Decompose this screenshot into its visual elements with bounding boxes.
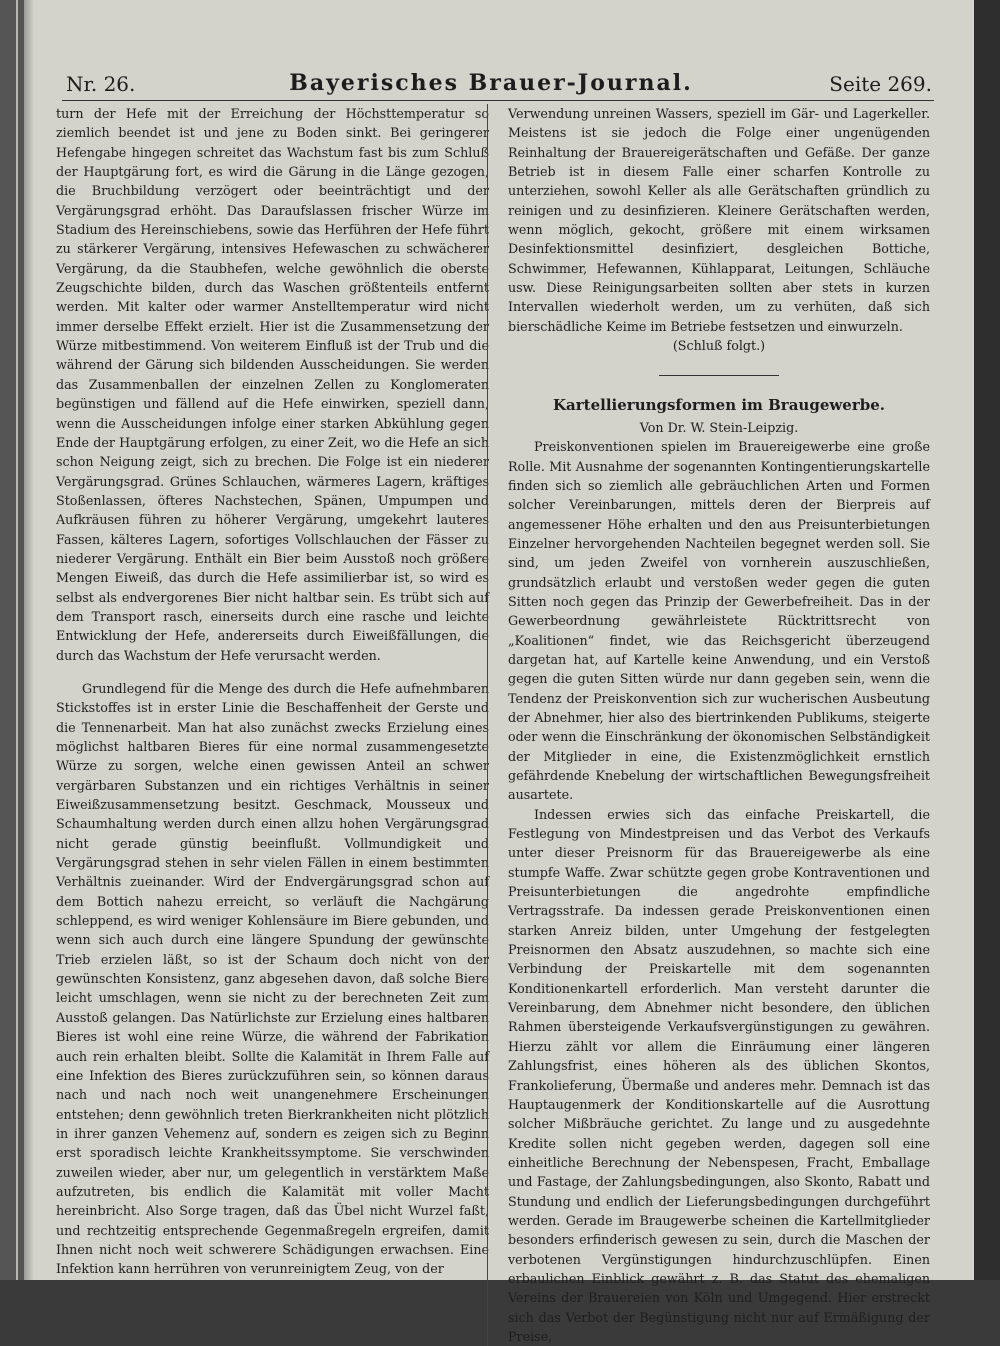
left-paragraph-1: turn der Hefe mit der Erreichung der Höchsttemperatur so ziemlich beendet ist und jene zu Boden sinkt. Bei geringerer Hefengabe hingegen schreitet das Wachstum fast bis zum Schluß der Hauptgärung fort, es wird die Gärung in die Länge gezogen, die Bruchbildung verzögert oder beeinträchtigt und der Vergärungsgrad erhöht. Das Daraufslassen frischer Würze im Stadium des Hereinschiebens, sowie das Herführen der Hefe führt zu stärkerer Vergärung, intensives Hefewaschen zu schwächerer Vergärung, da die Staubhefen, welche gewöhnlich die oberste Zeugschichte bilden, durch das Waschen größtenteils entfernt werden. Mit kalter oder warmer Anstelltemperatur wird nicht immer derselbe Effekt erzielt. Hier ist die Zusammensetzung der Würze mitbestimmend. Von weiterem Einfluß ist der Trub und die während der Gärung sich bildenden Ausscheidungen. Sie werden das Zusammenballen der einzelnen Zellen zu Konglomeraten begünstigen und fällend auf die Hefe einwirken, speziell dann, wenn die Ausscheidungen infolge einer starken Abkühlung gegen Ende der Hauptgärung erfolgen, zu einer Zeit, wo die Hefe an sich schon Neigung zeigt, sich zu brechen. Die Folge ist ein niederer Vergärungsgrad. Grünes Schlauchen, wärmeres Lagern, kräftiges Stoßenlassen, öfteres Nachstechen, Spänen, Umpumpen und Aufkräusen führen zu höherer Vergärung, umgekehrt lauteres Fassen, kälteres Lagern, sofortiges Vollschlauchen der Fässer zu niederer Vergärung. Enthält ein Bier beim Ausstoß noch größere Mengen Eiweiß, das durch die Hefe assimilierbar ist, so wird es selbst als endvergorenes Bier nicht haltbar sein. Es trübt sich auf dem Transport rasch, einerseits durch eine rasche und leichte Entwicklung der Hefe, andererseits durch Eiweißfällungen, die durch das Wachstum der Hefe verursacht werden. <box>56 106 489 663</box>
article-paragraph-1: Preiskonventionen spielen im Brauereigewerbe eine große Rolle. Mit Ausnahme der sogenannten Kontingentierungskartelle finden sich so ziemlich alle gebräuchlichen Arten und Formen solcher Vereinbarungen, mittels deren der Bierpreis auf angemessener Höhe erhalten und den aus Preisunterbietungen Einzelner hervorgehenden Nachteilen begegnet werden soll. Sie sind, um jeden Zweifel von vornherein auszuschließen, grundsätzlich erlaubt und verstoßen weder gegen die guten Sitten noch gegen das Prinzip der Gewerbefreiheit. Das in der Gewerbeordnung gewährleistete Rücktrittsrecht von „Koalitionen“ findet, wie das Reichsgericht überzeugend dargetan hat, auf Kartelle keine Anwendung, und ein Verstoß gegen die guten Sitten würde nur dann gegeben sein, wenn die Tendenz der Preiskonvention sich zur wucherischen Ausbeutung der Abnehmer, hier also des biertrinkenden Publikums, steigerte oder wenn die Einschränkung der ökonomischen Selbständigkeit der Mitglieder in eine, die Existenzmöglichkeit ernstlich gefährdende Knebelung der wirtschaftlichen Bewegungsfreiheit ausartete. <box>508 439 930 803</box>
left-paragraph-2: Grundlegend für die Menge des durch die Hefe aufnehmbaren Stickstoffes ist in erster Linie die Beschaffenheit der Gerste und die Tennenarbeit. Man hat also zunächst zwecks Erzielung eines möglichst haltbaren Bieres für eine normal zusammengesetzte Würze zu sorgen, welche einen gewissen Anteil an schwer vergärbaren Substanzen und ein richtiges Verhältnis in seiner Eiweißzusammensetzung besitzt. Geschmack, Mousseux und Schaumhaltung werden durch einen allzu hohen Vergärungsgrad nicht gerade günstig beeinflußt. Vollmundigkeit und Vergärungsgrad stehen in sehr vielen Fällen in einem bestimmten Verhältnis zueinander. Wird der Endvergärungsgrad schon auf dem Bottich nahezu erreicht, so verläuft die Nachgärung schleppend, es wird weniger Kohlensäure im Biere gebunden, und wenn sich auch durch eine längere Spundung der gewünschte Trieb erzielen läßt, so ist der Schaum doch nicht von der gewünschten Konsistenz, ganz abgesehen davon, daß solche Biere leicht umschlagen, wenn sie nicht zu der berechneten Zeit zum Ausstoß gelangen. Das Natürlichste zur Erzielung eines haltbaren Bieres ist wohl eine reine Würze, die während der Fabrikation auch rein erhalten bleibt. Sollte die Kalamität in Ihrem Falle auf eine Infektion des Bieres zurückzuführen sein, so können daraus nach und nach noch weit unangenehmere Erscheinungen entstehen; denn gewöhnlich treten Bierkrankheiten nicht plötzlich in ihrer ganzen Vehemenz auf, sondern es zeigen sich zu Beginn erst sporadisch leichte Krankheitssymptome. Sie verschwinden zuweilen wieder, aber nur, um gelegentlich in verstärktem Maße aufzutreten, bis endlich die Kalamität mit voller Macht hereinbricht. Also Sorge tragen, daß das Übel nicht Wurzel faßt, und rechtzeitig entsprechende Gegenmaßregeln ergreifen, damit Ihnen nicht noch weit schwerere Schädigungen erwachsen. Eine Infektion kann herrühren von verunreinigtem Zeug, von der <box>56 680 489 1277</box>
header-rule <box>62 100 934 101</box>
page-number: Seite 269. <box>829 72 932 96</box>
right-continuation-paragraph: Verwendung unreinen Wassers, speziell im Gär- und Lagerkeller. Meistens ist sie jedoch die Folge einer ungenügenden Reinhaltung der Brauereigerätschaften und Gefäße. Der ganze Betrieb ist in diesem Falle einer scharfen Kontrolle zu unterziehen, sowohl Keller als alle Gerätschaften gründlich zu reinigen und zu desinfizieren. Kleinere Gerätschaften werden, wenn möglich, gekocht, größere mit einem wirksamen Desinfektionsmittel desinfiziert, desgleichen Bottiche, Schwimmer, Hefewannen, Kühlapparat, Leitungen, Schläuche usw. Diese Reinigungsarbeiten sollten aber stets in kurzen Intervallen wiederholt werden, um zu verhüten, daß sich bierschädliche Keime im Betriebe festsetzen und einwurzeln. <box>508 106 930 334</box>
journal-title: Bayerisches Brauer-Journal. <box>289 70 693 96</box>
article-title: Kartellierungsformen im Braugewerbe. <box>553 396 885 415</box>
right-column <box>487 104 930 1346</box>
previous-page-edge <box>0 0 24 1280</box>
page-fold-line <box>16 0 18 1280</box>
scan-background <box>974 0 1000 1280</box>
issue-number: Nr. 26. <box>66 72 136 96</box>
article-byline: Von Dr. W. Stein-Leipzig. <box>639 419 799 435</box>
article-separator <box>659 375 779 376</box>
journal-page <box>24 0 974 1344</box>
article-paragraph-2: Indessen erwies sich das einfache Preiskartell, die Festlegung von Mindestpreisen und das Verbot des Verkaufs unter dieser Preisnorm für das Brauereigewerbe als eine stumpfe Waffe. Zwar schützte gegen grobe Kontraventionen und Preisunterbietungen die angedrohte empfindliche Vertragsstrafe. Da indessen gerade Preiskonventionen einen starken Anreiz bilden, unter Umgehung der festgelegten Preisnormen den Absatz auszudehnen, so machte sich eine Verbindung der Preiskartelle mit dem sogenannten Konditionenkartell erforderlich. Man versteht darunter die Vereinbarung, dem Abnehmer nicht besondere, den üblichen Rahmen übersteigende Verkaufsvergünstigungen zu gewähren. Hierzu zählt vor allem die Einräumung einer längeren Zahlungsfrist, eines höheren als des üblichen Skontos, Frankolieferung, Übermaße und anderes mehr. Demnach ist das Hauptaugenmerk der Konditionskartelle auf die Ausrottung solcher Mißbräuche gerichtet. Zu lange und zu ausgedehnte Kredite sollen nicht gegeben werden, dagegen soll eine einheitliche Berechnung der Nebenspesen, Fracht, Emballage und Fastage, der Zahlungsbedingungen, also Skonto, Rabatt und Stundung und endlich der Lieferungsbedingungen durchgeführt werden. Gerade im Braugewerbe scheinen die Kartellmitglieder besonders erfinderisch gewesen zu sein, durch die Maschen der verbotenen Vergünstigungen hindurchzuschlüpfen. Einen erbaulichen Einblick gewährt z. B. das Statut des ehemaligen Vereins der Brauereien von Köln und Umgegend. Hier erstreckt sich das Verbot der Begünstigung nicht nur auf Ermäßigung der Preise, <box>508 806 930 1344</box>
left-column <box>56 104 489 1279</box>
page-header <box>56 64 932 104</box>
to-be-continued-note: (Schluß folgt.) <box>672 338 766 354</box>
